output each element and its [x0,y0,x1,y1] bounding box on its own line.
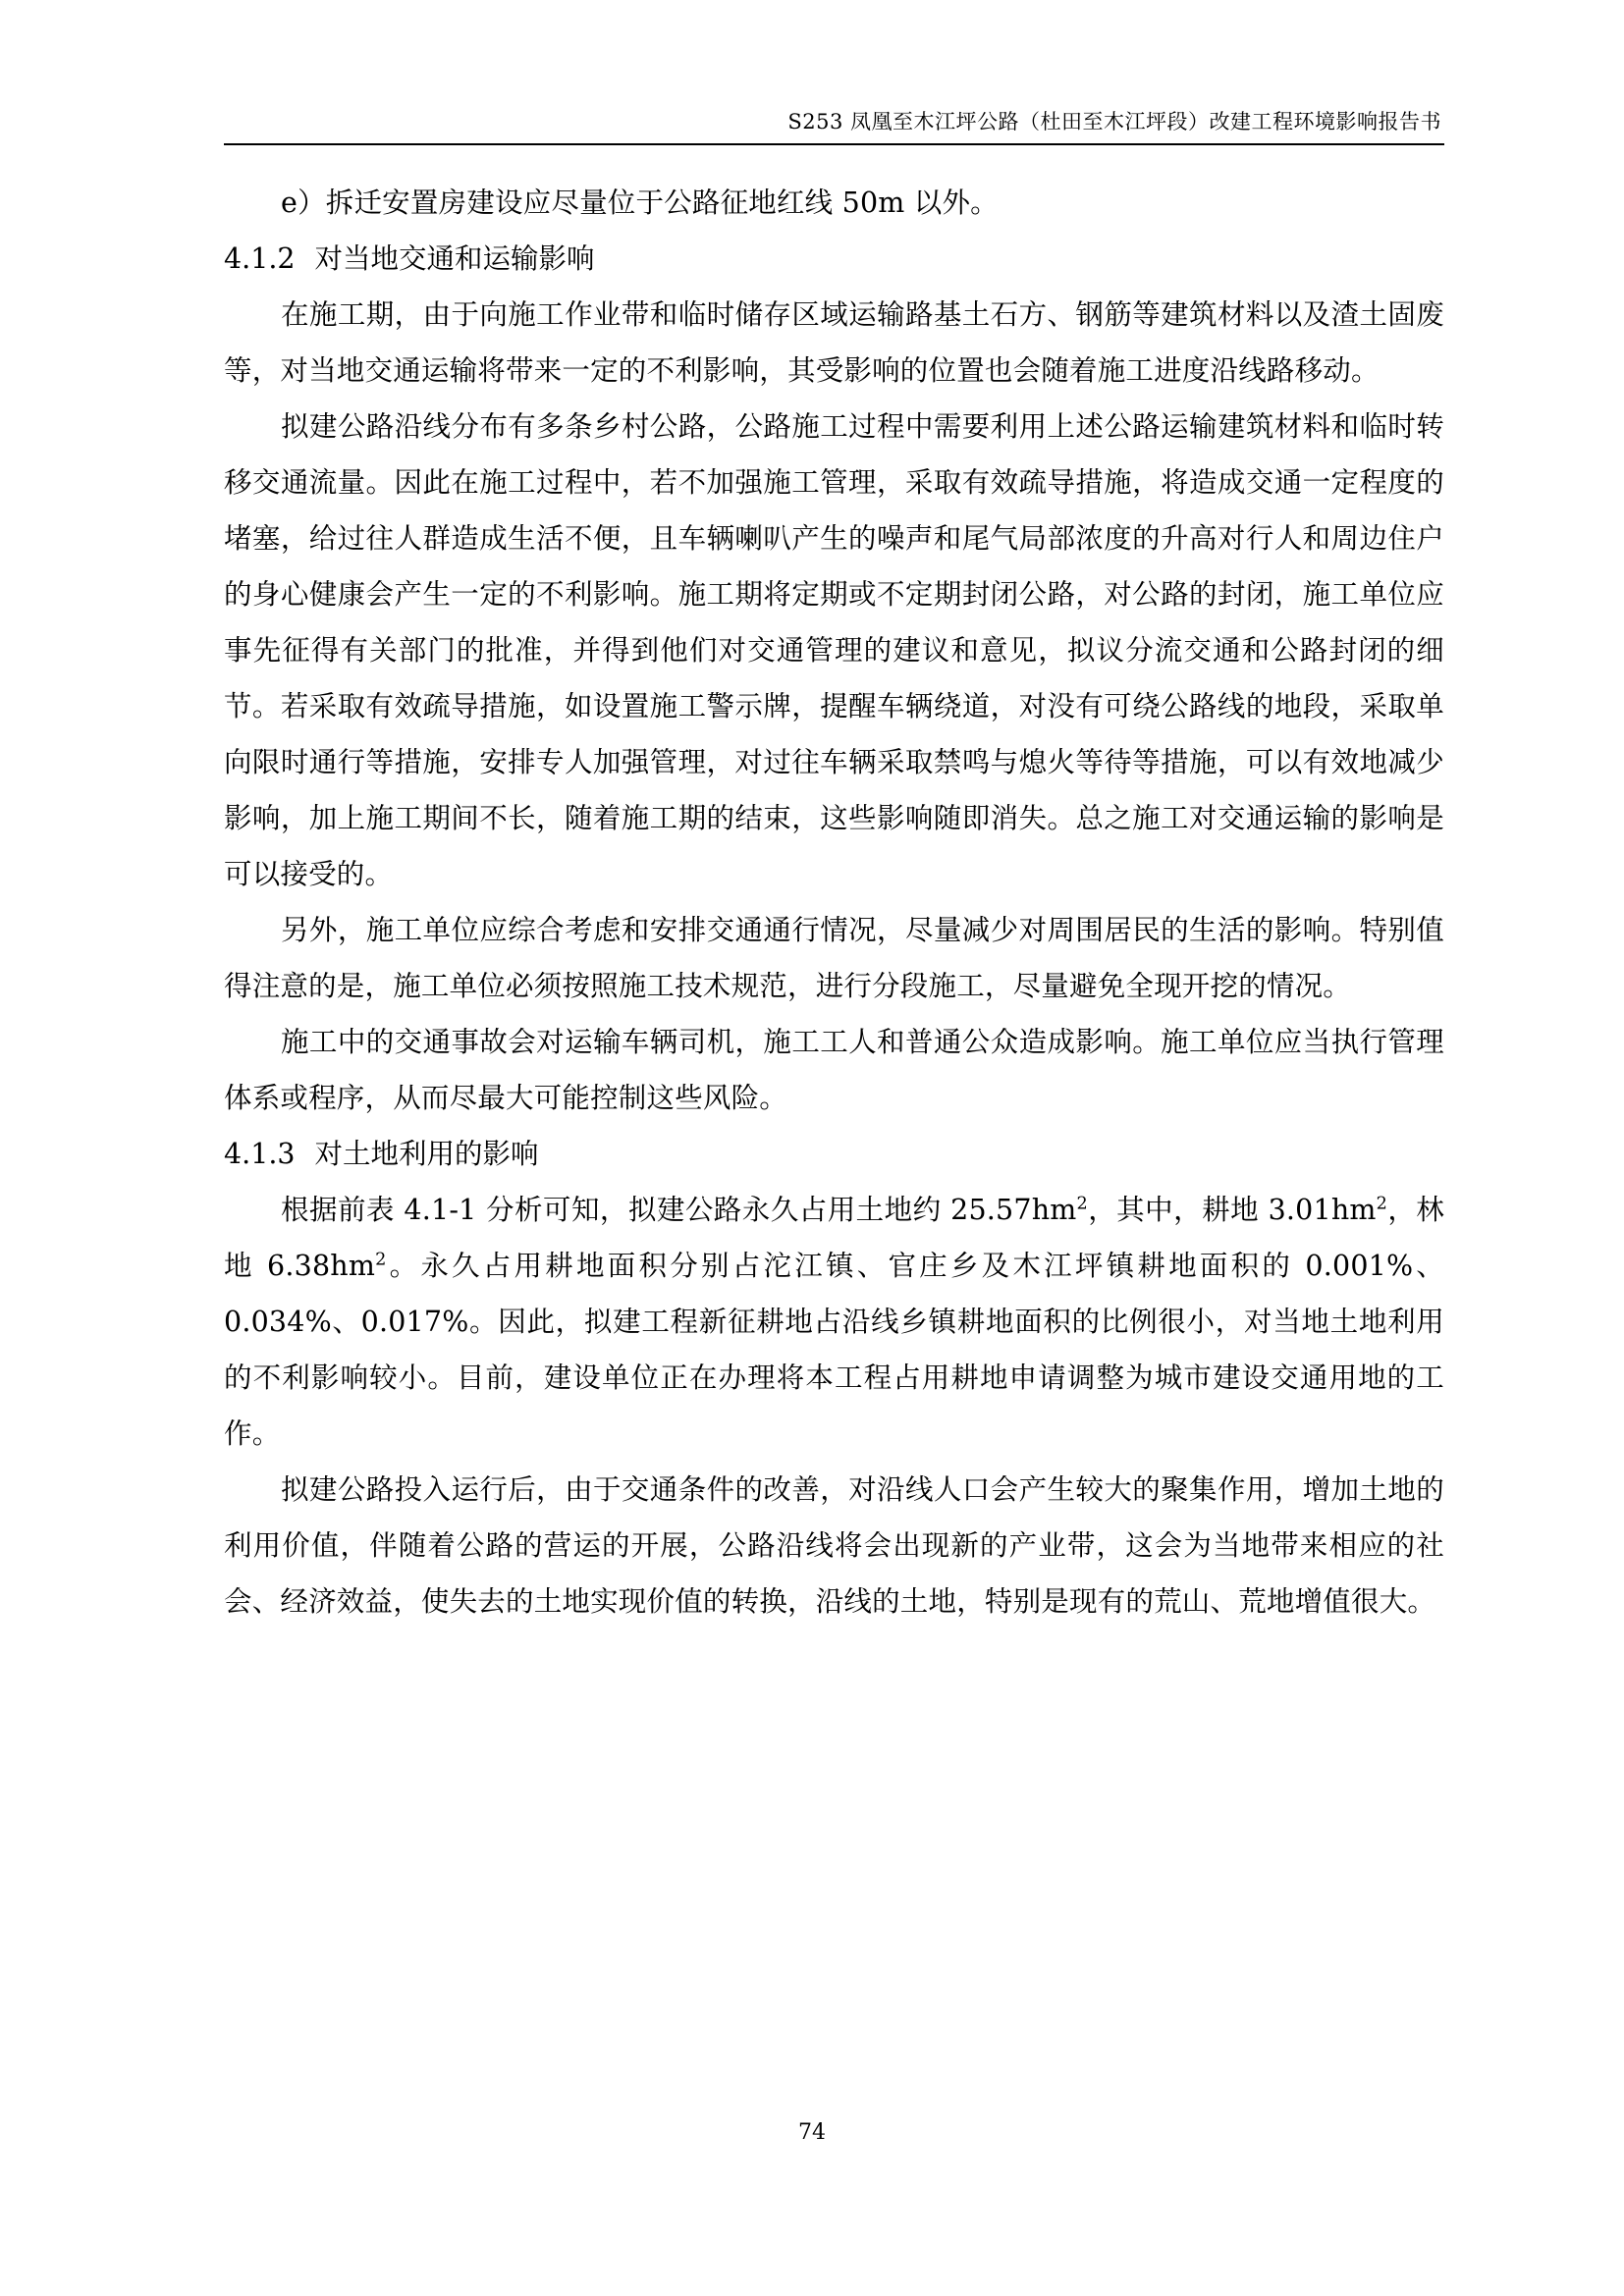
paragraph-1: 在施工期，由于向施工作业带和临时储存区域运输路基土石方、钢筋等建筑材料以及渣土固废等，对当地交通运输将带来一定的不利影响，其受影响的位置也会随着施工进度沿线路移动。 [224,298,1444,387]
header-divider [224,143,1444,145]
paragraph-5-segment-3: ，林地 6.38hm [224,1194,1444,1282]
heading-4-1-3 [224,1126,1444,1182]
heading-4-1-3-text: 对土地利用的影响 [314,1138,539,1170]
paragraph-5-segment-1: 根据前表 4.1-1 分析可知，拟建公路永久占用土地约 25.57hm [281,1194,1077,1226]
paragraph-3: 另外，施工单位应综合考虑和安排交通通行情况，尽量减少对周围居民的生活的影响。特别值得注意的是，施工单位必须按照施工技术规范，进行分段施工，尽量避免全现开挖的情况。 [224,914,1444,1002]
paragraph-5-superscript-2: 2 [1376,1194,1388,1214]
paragraph-6: 拟建公路投入运行后，由于交通条件的改善，对沿线人口会产生较大的聚集作用，增加土地的利用价值，伴随着公路的营运的开展，公路沿线将会出现新的产业带，这会为当地带来相应的社会、经济效益，使失去的土地实现价值的转换，沿线的土地，特别是现有的荒山、荒地增值很大。 [224,1473,1444,1618]
paragraph-5 [224,1182,1444,1462]
paragraph-2: 拟建公路沿线分布有多条乡村公路，公路施工过程中需要利用上述公路运输建筑材料和临时转移交通流量。因此在施工过程中，若不加强施工管理，采取有效疏导措施，将造成交通一定程度的堵塞，给过往人群造成生活不便，且车辆喇叭产生的噪声和尾气局部浓度的升高对行人和周边住户的身心健康会产生一定的不利影响。施工期将定期或不定期封闭公路，对公路的封闭，施工单位应事先征得有关部门的批准，并得到他们对交通管理的建议和意见，拟议分流交通和公路封闭的细节。若采取有效疏导措施，如设置施工警示牌，提醒车辆绕道，对没有可绕公路线的地段，采取单向限时通行等措施，安排专人加强管理，对过往车辆采取禁鸣与熄火等待等措施，可以有效地减少影响，加上施工期间不长，随着施工期的结束，这些影响随即消失。总之施工对交通运输的影响是可以接受的。 [224,410,1444,890]
paragraph-4: 施工中的交通事故会对运输车辆司机，施工工人和普通公众造成影响。施工单位应当执行管理体系或程序，从而尽最大可能控制这些风险。 [224,1026,1444,1114]
page-number: 74 [798,2120,826,2145]
paragraph-5-superscript-3: 2 [375,1250,387,1270]
paragraph-5-segment-4: 。永久占用耕地面积分别占沱江镇、官庄乡及木江坪镇耕地面积的 0.001%、0.034%、0.017%。因此，拟建工程新征耕地占沿线乡镇耕地面积的比例很小，对当地土地利用的不利影响较小。目前，建设单位正在办理将本工程占用耕地申请调整为城市建设交通用地的工作。 [224,1250,1445,1450]
heading-4-1-2-text: 对当地交通和运输影响 [314,242,595,275]
heading-4-1-2 [224,231,1444,287]
page-content [224,175,1444,1629]
paragraph-item-e: e）拆迁安置房建设应尽量位于公路征地红线 50m 以外。 [281,187,999,219]
paragraph-5-segment-2: ，其中，耕地 3.01hm [1087,1194,1377,1226]
heading-4-1-2-number: 4.1.2 [224,242,296,275]
running-header: S253 凤凰至木江坪公路（杜田至木江坪段）改建工程环境影响报告书 [787,110,1441,133]
heading-4-1-3-number: 4.1.3 [224,1138,296,1170]
paragraph-5-superscript-1: 2 [1076,1194,1088,1214]
